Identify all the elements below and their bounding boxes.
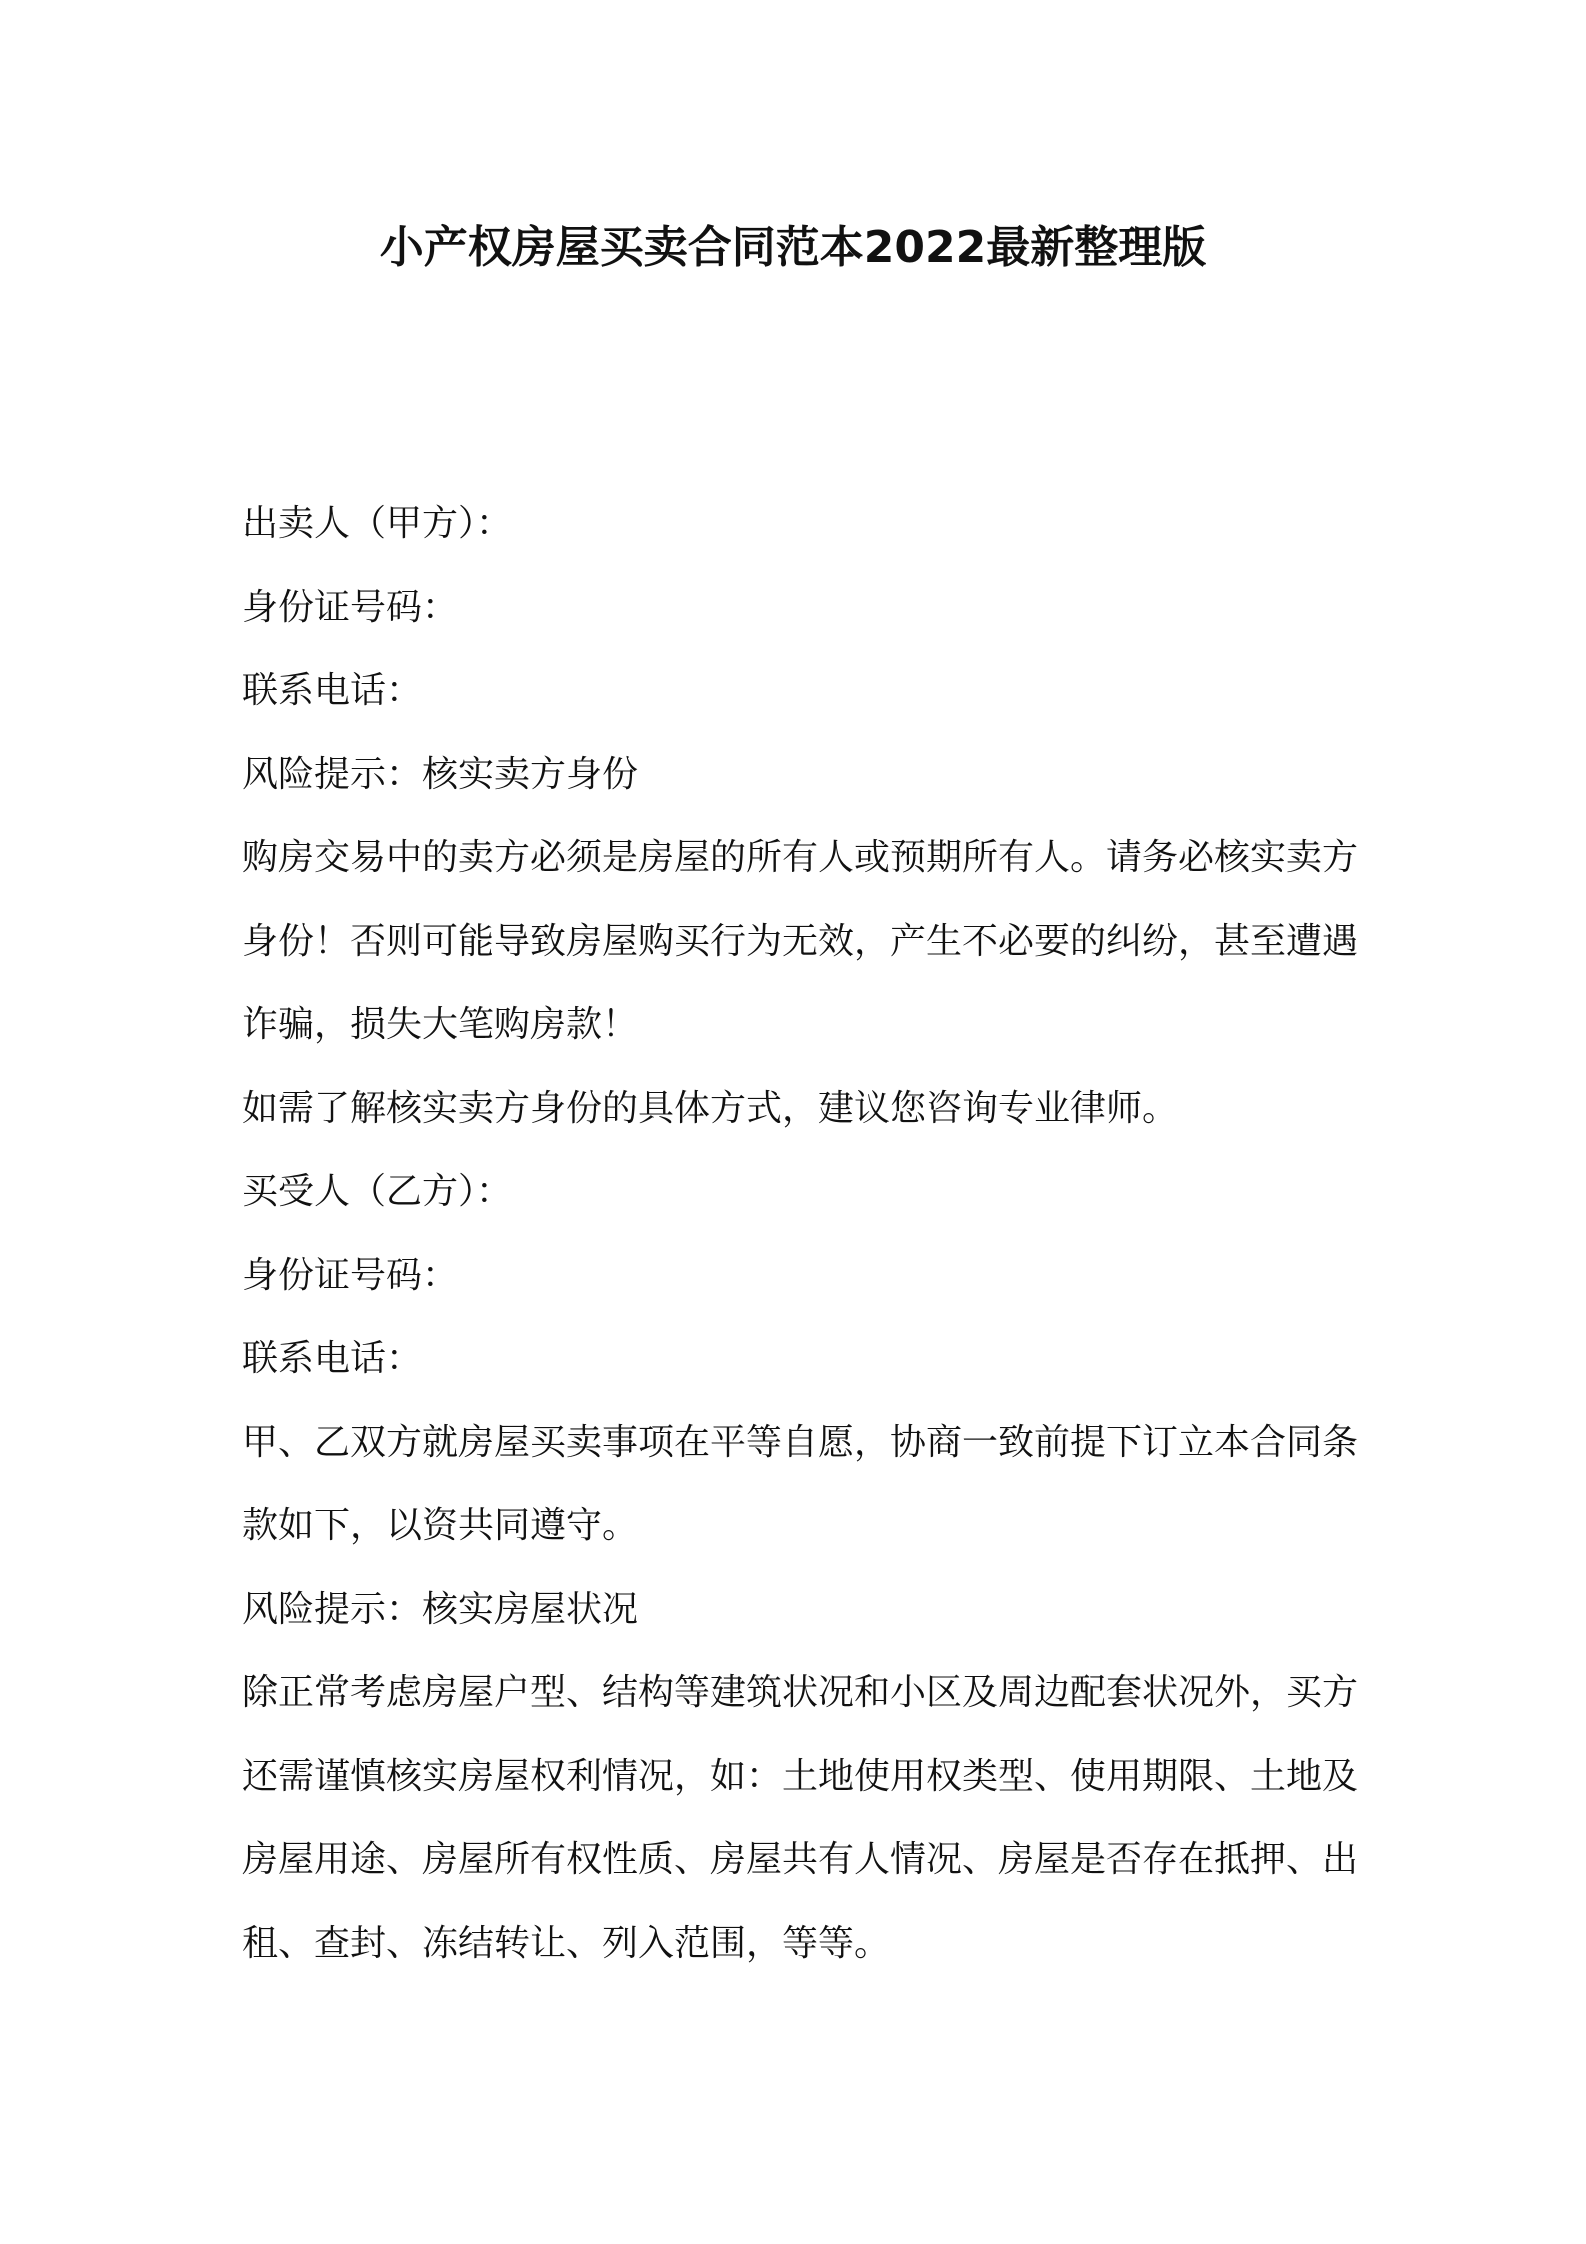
consult-lawyer-note: 如需了解核实卖方身份的具体方式，建议您咨询专业律师。: [242, 1087, 1179, 1129]
seller-label: 出卖人（甲方）：: [242, 503, 513, 544]
risk-tip-seller-body: 购房交易中的卖方必须是房屋的所有人或预期所有人。请务必核实卖方身份！否则可能导致房屋购买行为无效，产生不必要的纠纷，甚至遭遇诈骗，损失大笔购房款！: [242, 837, 1359, 1045]
risk-tip-property-heading: 风险提示：核实房屋状况: [242, 1588, 639, 1630]
risk-tip-seller-heading: 风险提示：核实卖方身份: [242, 753, 639, 795]
seller-id-number-label: 身份证号码：: [242, 586, 459, 628]
agreement-preamble: 甲、乙双方就房屋买卖事项在平等自愿，协商一致前提下订立本合同条款如下，以资共同遵守。: [242, 1421, 1359, 1546]
buyer-phone-label: 联系电话：: [242, 1338, 423, 1379]
risk-tip-property-body: 除正常考虑房屋户型、结构等建筑状况和小区及周边配套状况外，买方还需谨慎核实房屋权利情况，如：土地使用权类型、使用期限、土地及房屋用途、房屋所有权性质、房屋共有人情况、房屋是否存在抵押、出租、查封、冻结转让、列入范围，等等。: [242, 1672, 1359, 1964]
document-title: 小产权房屋买卖合同范本2022最新整理版: [379, 222, 1207, 273]
buyer-id-number-label: 身份证号码：: [242, 1254, 459, 1296]
document-body: [242, 482, 1362, 1985]
buyer-label: 买受人（乙方）：: [242, 1171, 513, 1212]
seller-phone-label: 联系电话：: [242, 670, 423, 711]
